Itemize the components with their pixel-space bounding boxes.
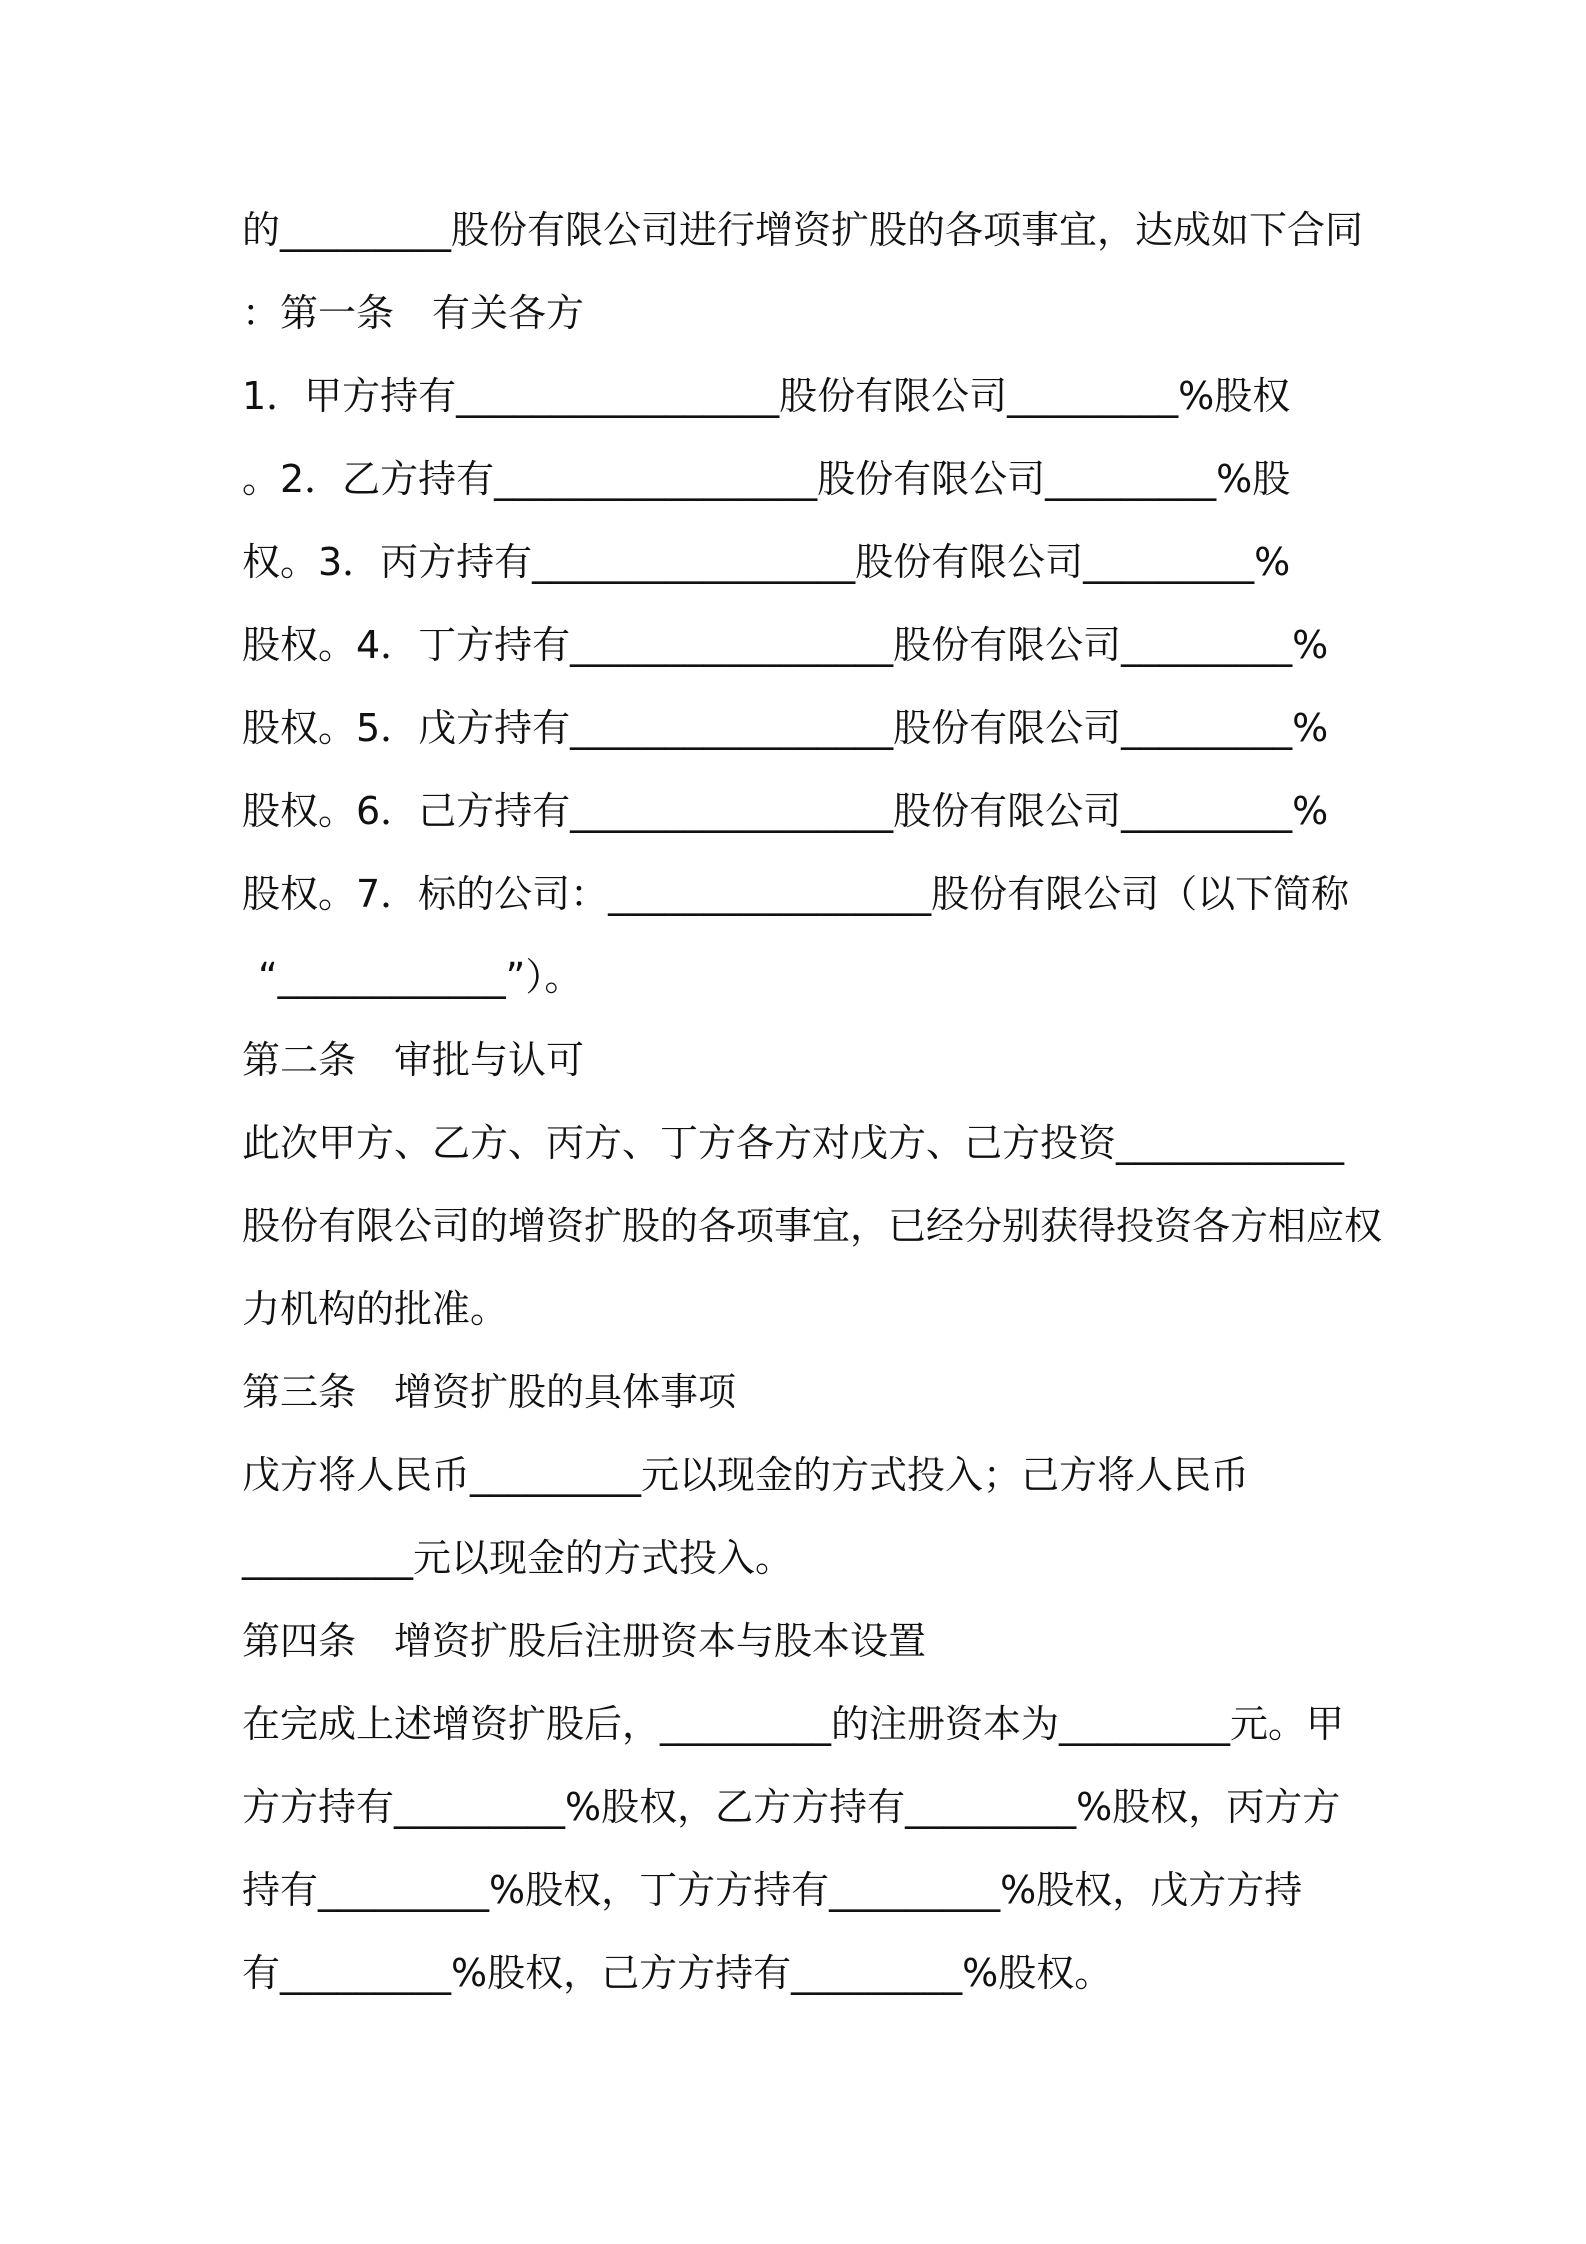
article-2-text-line-2: 股份有限公司的增资扩股的各项事宜，已经分别获得投资各方相应权 bbox=[242, 1204, 1383, 1248]
article-4-text-line-3: 持有_________%股权，丁方方持有_________%股权，戊方方持 bbox=[242, 1868, 1303, 1912]
party-e-line: 股权。5．戊方持有_________________股份有限公司_________% bbox=[242, 706, 1329, 750]
article-4-heading: 第四条 增资扩股后注册资本与股本设置 bbox=[242, 1619, 927, 1663]
article-3-text-line-1: 戊方将人民币_________元以现金的方式投入；己方将人民币 bbox=[242, 1453, 1250, 1497]
article-4-text-line-4: 有_________%股权，己方方持有_________%股权。 bbox=[242, 1951, 1113, 1995]
article-3-heading: 第三条 增资扩股的具体事项 bbox=[242, 1370, 737, 1414]
article-4-text-line-1: 在完成上述增资扩股后，_________的注册资本为_________元。甲 bbox=[242, 1702, 1345, 1746]
party-f-line: 股权。6．己方持有_________________股份有限公司_________% bbox=[242, 789, 1329, 833]
party-c-line: 权。3．丙方持有_________________股份有限公司_________% bbox=[242, 540, 1291, 584]
article-1-heading: ：第一条 有关各方 bbox=[242, 291, 585, 335]
party-a-line: 1．甲方持有_________________股份有限公司_________%股权 bbox=[242, 374, 1291, 418]
party-d-line: 股权。4．丁方持有_________________股份有限公司_________% bbox=[242, 623, 1329, 667]
article-4-text-line-2: 方方持有_________%股权，乙方方持有_________%股权，丙方方 bbox=[242, 1785, 1341, 1829]
contract-intro-line: 的_________股份有限公司进行增资扩股的各项事宜，达成如下合同 bbox=[242, 208, 1364, 252]
short-name-line: “____________”）。 bbox=[258, 955, 583, 999]
article-2-text-line-1: 此次甲方、乙方、丙方、丁方各方对戊方、己方投资____________ bbox=[242, 1121, 1345, 1165]
target-company-line: 股权。7．标的公司：_________________股份有限公司（以下简称 bbox=[242, 872, 1350, 916]
article-2-text-line-3: 力机构的批准。 bbox=[242, 1287, 509, 1331]
article-2-heading: 第二条 审批与认可 bbox=[242, 1038, 585, 1082]
party-b-line: 。2．乙方持有_________________股份有限公司_________%股 bbox=[242, 457, 1291, 501]
article-3-text-line-2: _________元以现金的方式投入。 bbox=[242, 1536, 794, 1580]
